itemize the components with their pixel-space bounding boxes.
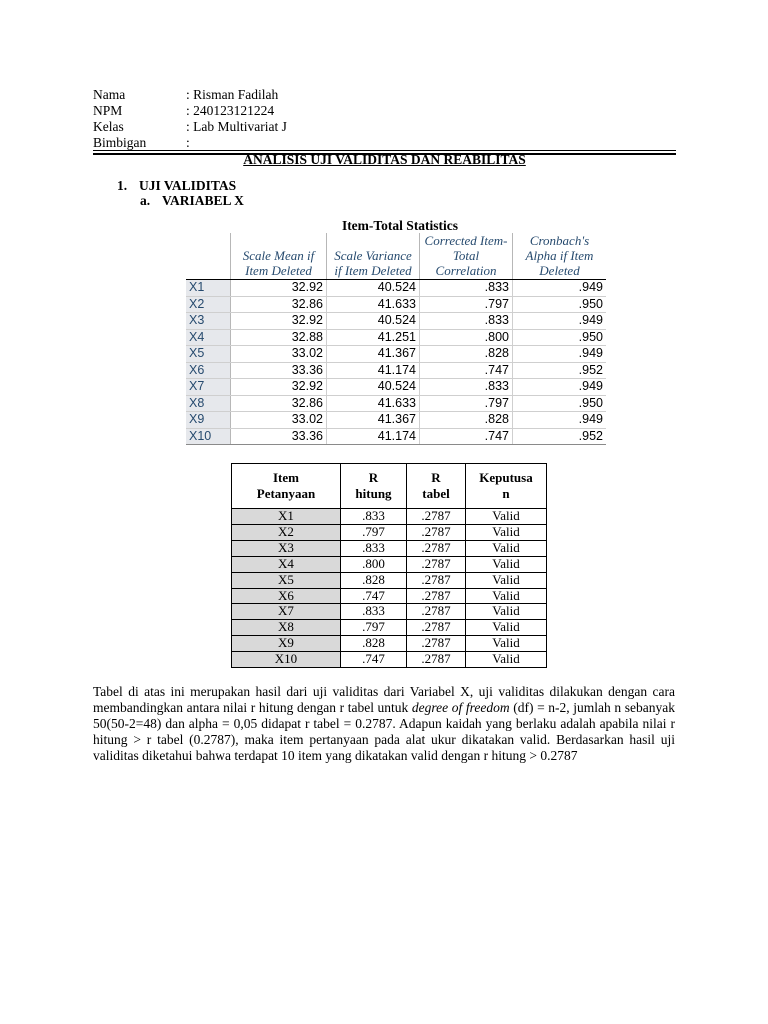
- identity-row-npm: [93, 103, 287, 119]
- identity-key: NPM: [93, 103, 123, 118]
- rt-rhitung-cell: .797: [341, 524, 407, 540]
- identity-key: Nama: [93, 87, 126, 102]
- rt-rtabel-cell: .2787: [407, 604, 466, 620]
- spss-variance-cell: 41.174: [327, 428, 420, 445]
- identity-row-nama: [93, 87, 287, 103]
- spss-table-title: Item-Total Statistics: [341, 218, 459, 233]
- identity-value: : Lab Multivariat J: [186, 119, 287, 134]
- spss-alpha-cell: .952: [513, 362, 607, 379]
- spss-row: [186, 296, 606, 313]
- rt-header-item: [232, 464, 341, 509]
- spss-header-variance: Scale Variance if Item Deleted: [327, 233, 420, 280]
- rt-keputusan-cell: Valid: [466, 509, 547, 525]
- rt-row: [232, 556, 547, 572]
- spss-mean-cell: 33.36: [231, 428, 327, 445]
- section-number: 1.: [117, 178, 128, 193]
- spss-variance-cell: 41.633: [327, 395, 420, 412]
- rt-header-line: Item: [273, 470, 299, 485]
- rt-rtabel-cell: .2787: [407, 652, 466, 668]
- spss-row-label: X7: [186, 379, 231, 396]
- spss-mean-cell: 32.88: [231, 329, 327, 346]
- rt-item-cell: X1: [232, 509, 341, 525]
- rt-row: [232, 636, 547, 652]
- rt-row: [232, 604, 547, 620]
- rt-keputusan-cell: Valid: [466, 620, 547, 636]
- rt-rtabel-cell: .2787: [407, 572, 466, 588]
- spss-header-blank: [186, 233, 231, 280]
- rt-rhitung-cell: .828: [341, 572, 407, 588]
- spss-header-alpha: Cronbach's Alpha if Item Deleted: [513, 233, 607, 280]
- spss-alpha-cell: .949: [513, 313, 607, 330]
- spss-row-label: X9: [186, 412, 231, 429]
- rt-rtabel-cell: .2787: [407, 588, 466, 604]
- spss-mean-cell: 33.02: [231, 346, 327, 363]
- validity-explanation-paragraph: [93, 684, 675, 764]
- rt-header-rtabel: [407, 464, 466, 509]
- spss-row: [186, 428, 606, 445]
- rt-keputusan-cell: Valid: [466, 540, 547, 556]
- spss-row-label: X2: [186, 296, 231, 313]
- rt-rhitung-cell: .828: [341, 636, 407, 652]
- spss-alpha-cell: .950: [513, 329, 607, 346]
- subsection-label: VARIABEL X: [162, 193, 244, 208]
- rt-rhitung-cell: .833: [341, 604, 407, 620]
- spss-variance-cell: 41.633: [327, 296, 420, 313]
- spss-alpha-cell: .950: [513, 296, 607, 313]
- rt-rtabel-cell: .2787: [407, 556, 466, 572]
- spss-corr-cell: .797: [420, 395, 513, 412]
- rt-header-line: tabel: [422, 486, 450, 501]
- spss-row: [186, 280, 606, 297]
- paragraph-text: (df) = n-2, jumlah n sebanyak 50(50-2=48) dan alpha = 0,05 didapat r tabel = 0.2787. Adapun kaidah yang berlaku adalah apabila nilai r hitung > r tabel (0.2787), maka item pertanyaan pada alat ukur dikatakan valid. Berdasarkan hasil uji validitas diketahui bahwa terdapat 10 item yang dikatakan valid dengan r hitung > 0.2787: [93, 700, 675, 763]
- spss-variance-cell: 40.524: [327, 280, 420, 297]
- rt-row: [232, 620, 547, 636]
- rt-rhitung-cell: .747: [341, 588, 407, 604]
- spss-row-label: X10: [186, 428, 231, 445]
- rt-item-cell: X9: [232, 636, 341, 652]
- rt-rtabel-cell: .2787: [407, 620, 466, 636]
- rt-rtabel-cell: .2787: [407, 524, 466, 540]
- spss-mean-cell: 33.02: [231, 412, 327, 429]
- item-total-statistics-table: [186, 233, 606, 445]
- spss-mean-cell: 32.92: [231, 313, 327, 330]
- spss-corr-cell: .747: [420, 428, 513, 445]
- rt-row: [232, 540, 547, 556]
- rt-header-keputusan: [466, 464, 547, 509]
- spss-header-mean: Scale Mean if Item Deleted: [231, 233, 327, 280]
- rt-row: [232, 509, 547, 525]
- spss-mean-cell: 32.86: [231, 296, 327, 313]
- rt-header-line: R: [368, 470, 379, 485]
- rt-rhitung-cell: .800: [341, 556, 407, 572]
- spss-alpha-cell: .949: [513, 346, 607, 363]
- spss-corr-cell: .800: [420, 329, 513, 346]
- rt-row: [232, 588, 547, 604]
- rt-keputusan-cell: Valid: [466, 604, 547, 620]
- spss-alpha-cell: .950: [513, 395, 607, 412]
- spss-row: [186, 329, 606, 346]
- spss-row-label: X4: [186, 329, 231, 346]
- spss-row-label: X8: [186, 395, 231, 412]
- identity-value: : 240123121224: [186, 103, 275, 118]
- spss-variance-cell: 41.174: [327, 362, 420, 379]
- rt-rtabel-cell: .2787: [407, 540, 466, 556]
- spss-row: [186, 395, 606, 412]
- identity-value: :: [186, 135, 190, 150]
- spss-corr-cell: .833: [420, 313, 513, 330]
- rt-row: [232, 524, 547, 540]
- spss-alpha-cell: .949: [513, 412, 607, 429]
- rt-item-cell: X6: [232, 588, 341, 604]
- subsection-heading: [140, 193, 244, 209]
- spss-alpha-cell: .949: [513, 280, 607, 297]
- rt-keputusan-cell: Valid: [466, 652, 547, 668]
- rt-header-line: Keputusa: [479, 470, 533, 485]
- rt-keputusan-cell: Valid: [466, 524, 547, 540]
- rt-rhitung-cell: .833: [341, 540, 407, 556]
- identity-block: [93, 87, 287, 151]
- spss-mean-cell: 32.92: [231, 379, 327, 396]
- spss-row: [186, 346, 606, 363]
- rt-item-cell: X3: [232, 540, 341, 556]
- section-label: UJI VALIDITAS: [139, 178, 237, 193]
- spss-corr-cell: .797: [420, 296, 513, 313]
- spss-variance-cell: 41.367: [327, 346, 420, 363]
- rt-keputusan-cell: Valid: [466, 556, 547, 572]
- spss-row: [186, 362, 606, 379]
- identity-key: Bimbigan: [93, 135, 147, 150]
- rt-keputusan-cell: Valid: [466, 636, 547, 652]
- spss-corr-cell: .747: [420, 362, 513, 379]
- spss-header-corr: Corrected Item-Total Correlation: [420, 233, 513, 280]
- rt-header-rhitung: [341, 464, 407, 509]
- spss-mean-cell: 33.36: [231, 362, 327, 379]
- rt-header-line: Petanyaan: [256, 486, 316, 501]
- spss-row: [186, 412, 606, 429]
- rt-item-cell: X7: [232, 604, 341, 620]
- identity-key: Kelas: [93, 119, 124, 134]
- rt-header-line: hitung: [355, 486, 392, 501]
- rt-item-cell: X5: [232, 572, 341, 588]
- spss-row: [186, 313, 606, 330]
- spss-header-row: [186, 233, 606, 280]
- spss-variance-cell: 40.524: [327, 313, 420, 330]
- spss-row-label: X5: [186, 346, 231, 363]
- rt-keputusan-cell: Valid: [466, 588, 547, 604]
- spss-corr-cell: .828: [420, 412, 513, 429]
- rt-row: [232, 572, 547, 588]
- identity-value: : Risman Fadilah: [186, 87, 279, 102]
- rt-rhitung-cell: .747: [341, 652, 407, 668]
- spss-corr-cell: .828: [420, 346, 513, 363]
- rt-row: [232, 652, 547, 668]
- spss-mean-cell: 32.86: [231, 395, 327, 412]
- subsection-number: a.: [140, 193, 151, 208]
- page-title: ANALISIS UJI VALIDITAS DAN REABILITAS: [243, 152, 526, 167]
- rt-header-row: [232, 464, 547, 509]
- header-divider-thin: [93, 150, 676, 151]
- spss-row-label: X3: [186, 313, 231, 330]
- rt-item-cell: X2: [232, 524, 341, 540]
- paragraph-italic: degree of freedom: [411, 700, 510, 715]
- identity-row-kelas: [93, 119, 287, 135]
- rt-header-line: n: [502, 486, 510, 501]
- rt-rtabel-cell: .2787: [407, 509, 466, 525]
- rt-keputusan-cell: Valid: [466, 572, 547, 588]
- paragraph-text: Tabel di atas ini merupakan hasil dari uji validitas dari Variabel X, uji validitas dilakukan dengan cara membandingkan antara nilai r hitung dengan r tabel untuk: [93, 684, 675, 715]
- rt-rhitung-cell: .797: [341, 620, 407, 636]
- r-comparison-table: [231, 463, 547, 668]
- rt-item-cell: X4: [232, 556, 341, 572]
- spss-row-label: X1: [186, 280, 231, 297]
- rt-rtabel-cell: .2787: [407, 636, 466, 652]
- rt-item-cell: X10: [232, 652, 341, 668]
- spss-variance-cell: 41.367: [327, 412, 420, 429]
- spss-alpha-cell: .952: [513, 428, 607, 445]
- spss-mean-cell: 32.92: [231, 280, 327, 297]
- spss-alpha-cell: .949: [513, 379, 607, 396]
- rt-item-cell: X8: [232, 620, 341, 636]
- spss-corr-cell: .833: [420, 379, 513, 396]
- spss-row: [186, 379, 606, 396]
- spss-corr-cell: .833: [420, 280, 513, 297]
- identity-row-bimbingan: [93, 135, 287, 151]
- spss-variance-cell: 40.524: [327, 379, 420, 396]
- rt-header-line: R: [431, 470, 441, 485]
- section-heading: [117, 178, 236, 194]
- rt-rhitung-cell: .833: [341, 509, 407, 525]
- spss-row-label: X6: [186, 362, 231, 379]
- spss-variance-cell: 41.251: [327, 329, 420, 346]
